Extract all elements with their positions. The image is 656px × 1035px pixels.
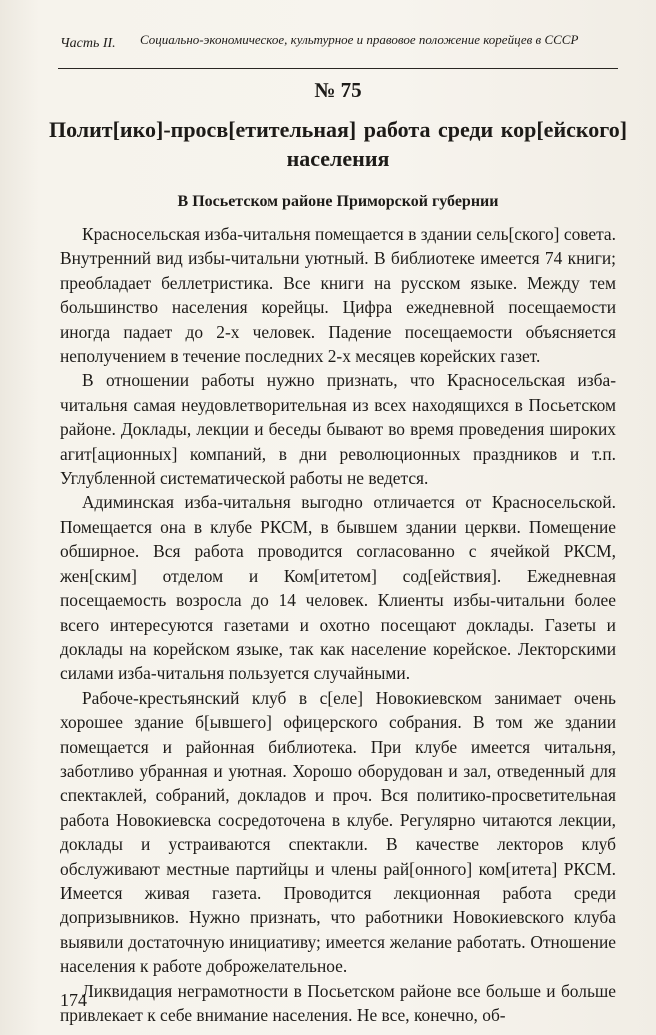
document-body bbox=[60, 222, 616, 1027]
running-header-title: Социально-экономическое, культурное и правовое положение корейцев в СССР bbox=[140, 32, 579, 47]
document-title: Полит[ико]-просв[етительная] работа среди кор[ейского] населения bbox=[48, 117, 628, 171]
paragraph: Красносельская изба-читальня помещается в здании сель[ского] совета. Внутренний вид избы-читальни уютный. В библиотеке имеется 74 книги; преобладает беллетристика. Все книги на русском языке. Между тем большинство населения корейцы. Цифра ежедневной посещаемости иногда падает до 2-х человек. Падение посещаемости объясняется неполучением в течение последних 2-х месяцев корейских газет. bbox=[60, 224, 616, 367]
header-divider bbox=[58, 68, 618, 69]
paragraph: Ликвидация неграмотности в Посьетском районе все больше и больше привлекает к себе внимание населения. Не все, конечно, об- bbox=[60, 980, 616, 1025]
paragraph: В отношении работы нужно признать, что Красносельская изба-читальня самая неудовлетворительная из всех находящихся в Посьетском районе. Доклады, лекции и беседы бывают во время проведения широких агит[ационных] компаний, в дни революционных праздников и т.п. Углубленной систематической работы не ведется. bbox=[60, 370, 616, 489]
page-number: 174 bbox=[60, 990, 87, 1010]
paragraph: Рабоче-крестьянский клуб в с[еле] Новокиевском занимает очень хорошее здание б[ывшего] офицерского собрания. В том же здании помещается и районная библиотека. При клубе имеется читальня, заботливо убранная и уютная. Хорошо оборудован и зал, отведенный для спектаклей, собраний, докладов и проч. Вся политико-просветительная работа Новокиевска сосредоточена в клубе. Регулярно читаются лекции, доклады и устраиваются спектакли. В качестве лекторов клуб обслуживают местные партийцы и члены рай[онного] ком[итета] РКСМ. Имеется живая газета. Проводится лекционная работа среди допризывников. Нужно признать, что работники Новокиевского клуба выявили достаточную инициативу; имеется желание работать. Отношение населения к работе доброжелательное. bbox=[60, 687, 616, 977]
paragraph: Адиминская изба-читальня выгодно отличается от Красносельской. Помещается она в клубе РКСМ, в бывшем здании церкви. Помещение обширное. Вся работа проводится согласованно с ячейкой РКСМ, жен[ским] отделом и Ком[итетом] сод[ействия]. Ежедневная посещаемость возросла до 14 человек. Клиенты избы-читальни более всего интересуются газетами и охотно посещают доклады. Газеты и доклады на корейском языке, так как население корейское. Лекторскими силами изба-читальня пользуется случайными. bbox=[60, 492, 616, 684]
document-subtitle: В Посьетском районе Приморской губернии bbox=[177, 193, 499, 210]
document-number: № 75 bbox=[314, 78, 362, 102]
running-header-part: Часть II. bbox=[60, 36, 116, 51]
